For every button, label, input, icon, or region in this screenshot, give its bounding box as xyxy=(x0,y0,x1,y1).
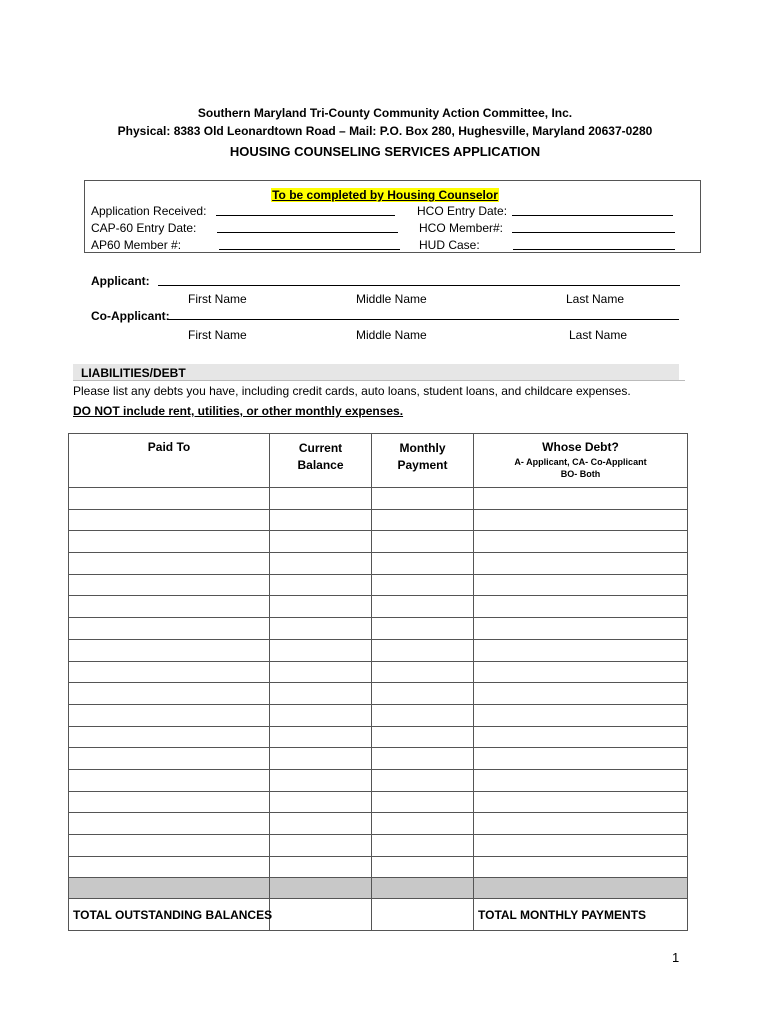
current-balance-cell[interactable] xyxy=(270,835,372,857)
debt-table xyxy=(68,433,688,931)
current-balance-cell[interactable] xyxy=(270,683,372,705)
monthly-payment-cell[interactable] xyxy=(372,704,474,726)
table-row xyxy=(69,509,688,531)
monthly-payment-cell[interactable] xyxy=(372,553,474,575)
coapplicant-label: Co-Applicant: xyxy=(91,309,170,323)
current-balance-cell[interactable] xyxy=(270,661,372,683)
table-row xyxy=(69,791,688,813)
current-balance-cell[interactable] xyxy=(270,769,372,791)
hud-case-field[interactable] xyxy=(513,249,675,250)
whose-debt-cell[interactable] xyxy=(474,553,688,575)
table-row xyxy=(69,769,688,791)
monthly-payment-cell[interactable] xyxy=(372,813,474,835)
total-balance-cell[interactable] xyxy=(270,899,372,931)
whose-debt-cell[interactable] xyxy=(474,639,688,661)
ap60-member-field[interactable] xyxy=(219,249,400,250)
paid-to-cell[interactable] xyxy=(69,813,270,835)
whose-debt-cell[interactable] xyxy=(474,813,688,835)
current-balance-cell[interactable] xyxy=(270,553,372,575)
applicant-middle-name-caption: Middle Name xyxy=(356,292,427,306)
applicant-label: Applicant: xyxy=(91,274,150,288)
current-balance-cell[interactable] xyxy=(270,813,372,835)
coapplicant-name-field[interactable] xyxy=(168,319,679,320)
table-row xyxy=(69,488,688,510)
paid-to-cell[interactable] xyxy=(69,704,270,726)
whose-debt-cell[interactable] xyxy=(474,835,688,857)
table-row xyxy=(69,661,688,683)
table-shaded-row xyxy=(69,878,688,899)
monthly-payment-cell[interactable] xyxy=(372,661,474,683)
liabilities-section-title: LIABILITIES/DEBT xyxy=(81,366,186,380)
table-row xyxy=(69,553,688,575)
whose-debt-cell[interactable] xyxy=(474,683,688,705)
form-title: HOUSING COUNSELING SERVICES APPLICATION xyxy=(229,144,541,159)
current-balance-cell[interactable] xyxy=(270,596,372,618)
table-row xyxy=(69,813,688,835)
table-row xyxy=(69,574,688,596)
debt-exclusion-note: DO NOT include rent, utilities, or other monthly expenses. xyxy=(73,404,404,418)
monthly-payment-cell[interactable] xyxy=(372,835,474,857)
applicant-first-name-caption: First Name xyxy=(188,292,247,306)
monthly-payment-cell[interactable] xyxy=(372,748,474,770)
current-balance-cell[interactable] xyxy=(270,618,372,640)
page-number: 1 xyxy=(672,950,680,965)
table-row xyxy=(69,639,688,661)
monthly-payment-cell[interactable] xyxy=(372,856,474,878)
whose-debt-cell[interactable] xyxy=(474,726,688,748)
cap60-entry-date-field[interactable] xyxy=(217,232,398,233)
totals-row xyxy=(69,899,688,931)
table-row xyxy=(69,856,688,878)
table-row xyxy=(69,618,688,640)
table-row xyxy=(69,835,688,857)
paid-to-cell[interactable] xyxy=(69,639,270,661)
col-header-current-balance: Current Balance xyxy=(270,434,372,488)
monthly-payment-cell[interactable] xyxy=(372,574,474,596)
monthly-payment-cell[interactable] xyxy=(372,488,474,510)
table-row xyxy=(69,531,688,553)
paid-to-cell[interactable] xyxy=(69,748,270,770)
ap60-member-label: AP60 Member #: xyxy=(91,238,182,252)
cap60-entry-date-label: CAP-60 Entry Date: xyxy=(91,221,197,235)
organization-name: Southern Maryland Tri-County Community Action Committee, Inc. xyxy=(197,106,573,120)
table-row xyxy=(69,726,688,748)
monthly-payment-cell[interactable] xyxy=(372,683,474,705)
whose-debt-cell[interactable] xyxy=(474,769,688,791)
paid-to-cell[interactable] xyxy=(69,661,270,683)
monthly-payment-cell[interactable] xyxy=(372,618,474,640)
whose-debt-cell[interactable] xyxy=(474,574,688,596)
paid-to-cell[interactable] xyxy=(69,769,270,791)
current-balance-cell[interactable] xyxy=(270,639,372,661)
debt-table-header xyxy=(69,434,688,488)
hco-entry-date-label: HCO Entry Date: xyxy=(417,204,508,218)
hud-case-label: HUD Case: xyxy=(419,238,480,252)
col-header-paid-to: Paid To xyxy=(69,434,270,488)
section-divider xyxy=(73,380,685,381)
coapplicant-first-name-caption: First Name xyxy=(188,328,247,342)
applicant-last-name-caption: Last Name xyxy=(566,292,625,306)
current-balance-cell[interactable] xyxy=(270,509,372,531)
current-balance-cell[interactable] xyxy=(270,856,372,878)
coapplicant-last-name-caption: Last Name xyxy=(569,328,628,342)
table-row xyxy=(69,748,688,770)
current-balance-cell[interactable] xyxy=(270,748,372,770)
total-outstanding-balances-label: TOTAL OUTSTANDING BALANCES xyxy=(69,899,270,931)
hco-member-label: HCO Member#: xyxy=(419,221,504,235)
col-header-whose-debt: Whose Debt? A- Applicant, CA- Co-Applicant BO- Both xyxy=(474,434,688,488)
monthly-payment-cell[interactable] xyxy=(372,769,474,791)
current-balance-cell[interactable] xyxy=(270,704,372,726)
table-row xyxy=(69,596,688,618)
paid-to-cell[interactable] xyxy=(69,726,270,748)
whose-debt-cell[interactable] xyxy=(474,704,688,726)
application-received-field[interactable] xyxy=(216,215,395,216)
monthly-payment-cell[interactable] xyxy=(372,726,474,748)
paid-to-cell[interactable] xyxy=(69,553,270,575)
table-row xyxy=(69,704,688,726)
monthly-payment-cell[interactable] xyxy=(372,791,474,813)
whose-debt-cell[interactable] xyxy=(474,748,688,770)
current-balance-cell[interactable] xyxy=(270,488,372,510)
monthly-payment-cell[interactable] xyxy=(372,596,474,618)
table-row xyxy=(69,683,688,705)
debt-instruction: Please list any debts you have, including credit cards, auto loans, student loans, and childcare expenses. xyxy=(73,384,631,398)
paid-to-cell[interactable] xyxy=(69,574,270,596)
paid-to-cell[interactable] xyxy=(69,835,270,857)
whose-debt-cell[interactable] xyxy=(474,791,688,813)
whose-debt-cell[interactable] xyxy=(474,531,688,553)
whose-debt-cell[interactable] xyxy=(474,856,688,878)
monthly-payment-cell[interactable] xyxy=(372,509,474,531)
organization-address: Physical: 8383 Old Leonardtown Road – Mail: P.O. Box 280, Hughesville, Maryland 20637-0280 xyxy=(117,124,653,138)
paid-to-cell[interactable] xyxy=(69,618,270,640)
current-balance-cell[interactable] xyxy=(270,531,372,553)
current-balance-cell[interactable] xyxy=(270,726,372,748)
paid-to-cell[interactable] xyxy=(69,531,270,553)
debt-rows xyxy=(69,488,688,878)
monthly-payment-cell[interactable] xyxy=(372,639,474,661)
hco-entry-date-field[interactable] xyxy=(512,215,673,216)
whose-debt-cell[interactable] xyxy=(474,618,688,640)
current-balance-cell[interactable] xyxy=(270,574,372,596)
paid-to-cell[interactable] xyxy=(69,683,270,705)
coapplicant-middle-name-caption: Middle Name xyxy=(356,328,427,342)
monthly-payment-cell[interactable] xyxy=(372,531,474,553)
paid-to-cell[interactable] xyxy=(69,791,270,813)
paid-to-cell[interactable] xyxy=(69,509,270,531)
total-monthly-payments-label: TOTAL MONTHLY PAYMENTS xyxy=(474,899,688,931)
counselor-heading: To be completed by Housing Counselor xyxy=(272,188,498,202)
col-header-monthly-payment: Monthly Payment xyxy=(372,434,474,488)
whose-debt-cell[interactable] xyxy=(474,488,688,510)
counselor-heading-wrap xyxy=(0,186,770,204)
paid-to-cell[interactable] xyxy=(69,856,270,878)
whose-debt-cell[interactable] xyxy=(474,509,688,531)
whose-debt-cell[interactable] xyxy=(474,596,688,618)
current-balance-cell[interactable] xyxy=(270,791,372,813)
applicant-name-field[interactable] xyxy=(158,285,680,286)
paid-to-cell[interactable] xyxy=(69,596,270,618)
paid-to-cell[interactable] xyxy=(69,488,270,510)
application-received-label: Application Received: xyxy=(91,204,207,218)
hco-member-field[interactable] xyxy=(512,232,675,233)
whose-debt-cell[interactable] xyxy=(474,661,688,683)
total-payment-cell[interactable] xyxy=(372,899,474,931)
